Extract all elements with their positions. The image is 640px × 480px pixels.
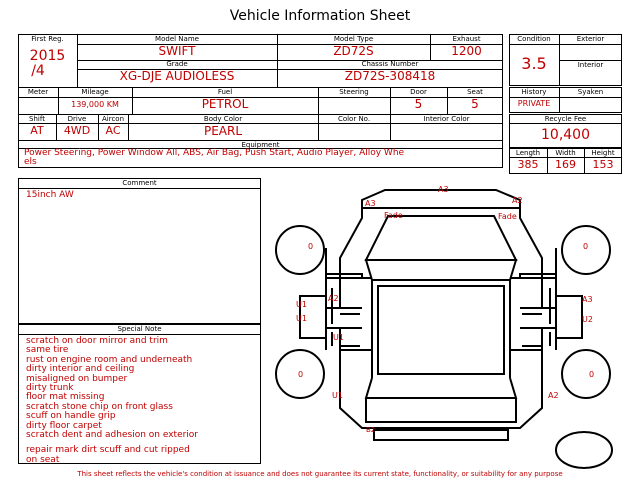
special-note-text	[26, 337, 198, 465]
tire-rear-right	[562, 350, 610, 398]
tire-front-right-value: 0	[583, 242, 589, 251]
length-label: Length	[515, 149, 541, 157]
sheet-title: Vehicle Information Sheet	[229, 8, 411, 24]
interior-color-label: Interior Color	[423, 115, 470, 123]
equipment-value-line2: els	[24, 157, 37, 167]
damage-front-right: A2	[512, 196, 523, 205]
fuel-value: PETROL	[201, 97, 249, 111]
model-type-label: Model Type	[333, 35, 374, 43]
length-value: 385	[517, 158, 539, 171]
tire-front-left	[276, 226, 324, 274]
damage-left-u1-b: U1	[296, 314, 307, 323]
fuel-label: Fuel	[217, 88, 233, 96]
first-reg-label: First Reg.	[31, 35, 64, 43]
exhaust-label: Exhaust	[452, 35, 481, 43]
note-line: rust on engine room and underneath	[26, 354, 193, 365]
aircon-value: AC	[105, 124, 121, 137]
door-label: Door	[410, 88, 427, 96]
mileage-label: Mileage	[81, 88, 109, 96]
car-damage-diagram	[270, 178, 630, 470]
body-color-value: PEARL	[203, 124, 243, 138]
damage-rear-u1: U1	[332, 391, 343, 400]
model-type-value: ZD72S	[333, 44, 374, 58]
chassis-label: Chassis Number	[361, 60, 419, 68]
note-line: repair mark dirt scuff and cut ripped	[26, 445, 190, 456]
spare-tire	[556, 432, 612, 468]
door-value: 5	[414, 97, 423, 111]
history-value: PRIVATE	[517, 99, 551, 108]
mileage-value: 139,000 KM	[71, 100, 119, 109]
comment-label: Comment	[122, 179, 157, 187]
special-note-label: Special Note	[117, 325, 162, 333]
note-line: on seat	[26, 454, 60, 465]
note-line: scuff on handle grip	[26, 411, 116, 422]
note-line: scratch dent and adhesion on exterior	[26, 430, 199, 441]
body-color-label: Body Color	[203, 115, 243, 123]
height-value: 153	[592, 158, 614, 171]
chassis-value: ZD72S-308418	[344, 69, 436, 83]
interior-label: Interior	[577, 61, 604, 69]
condition-value: 3.5	[521, 54, 547, 73]
drive-value: 4WD	[63, 124, 91, 137]
damage-right-u2: U2	[582, 315, 593, 324]
first-reg-year: 2015	[29, 48, 66, 64]
seat-label: Seat	[467, 88, 483, 96]
meter-label: Meter	[27, 88, 49, 96]
damage-front-left: A3	[365, 199, 376, 208]
tire-front-left-value: 0	[308, 242, 314, 251]
note-line: dirty interior and ceiling	[26, 364, 135, 375]
damage-left-u1-a: U1	[296, 300, 307, 309]
condition-label: Condition	[517, 35, 551, 43]
disclaimer-footer: This sheet reflects the vehicle's condition at issuance and does not guarantee its current state, functionality, or suitability for any purpose	[77, 470, 563, 478]
damage-front-top: A3	[438, 185, 449, 194]
damage-right-a3: A3	[582, 295, 593, 304]
equipment-value-line1: Power Steering, Power Window All, ABS, Air Bag, Push Start, Audio Player, Alloy Whe	[24, 148, 405, 158]
equipment-label: Equipment	[241, 141, 280, 149]
grade-value: XG-DJE AUDIOLESS	[119, 69, 235, 83]
syaken-label: Syaken	[577, 88, 604, 96]
damage-fade-left: Fade	[384, 211, 403, 220]
steering-label: Steering	[339, 88, 369, 96]
note-line: dirty trunk	[26, 383, 74, 394]
note-line: dirty floor carpet	[26, 420, 102, 431]
note-line: same tire	[26, 345, 69, 356]
shift-value: AT	[30, 124, 44, 137]
note-line: scratch stone chip on front glass	[26, 401, 173, 412]
exhaust-value: 1200	[451, 44, 482, 58]
damage-rear-b2: B2	[366, 426, 376, 434]
note-line: floor mat missing	[26, 392, 105, 403]
history-label: History	[521, 88, 547, 96]
damage-left-a2: A2	[328, 294, 339, 303]
note-line: misaligned on bumper	[26, 373, 128, 384]
height-label: Height	[591, 149, 615, 157]
drive-label: Drive	[67, 115, 87, 123]
model-name-label: Model Name	[155, 35, 199, 43]
width-label: Width	[555, 149, 576, 157]
width-value: 169	[555, 158, 576, 171]
recycle-fee-value: 10,400	[541, 127, 590, 143]
damage-center-u1: U1	[333, 333, 344, 342]
grade-label: Grade	[166, 60, 188, 68]
comment-text: 15inch AW	[26, 190, 74, 200]
note-line: scratch on door mirror and trim	[26, 336, 168, 346]
color-no-label: Color No.	[337, 115, 371, 123]
model-name-value: SWIFT	[158, 44, 196, 58]
exterior-label: Exterior	[576, 35, 605, 43]
damage-rear-a2: A2	[548, 391, 559, 400]
aircon-label: Aircon	[101, 115, 125, 123]
tire-rear-left-value: 0	[298, 370, 304, 379]
recycle-fee-label: Recycle Fee	[544, 115, 587, 123]
shift-label: Shift	[29, 115, 45, 123]
tire-rear-right-value: 0	[589, 370, 595, 379]
damage-fade-right: Fade	[498, 212, 517, 221]
seat-value: 5	[471, 97, 479, 111]
first-reg-month: /4	[31, 63, 45, 79]
